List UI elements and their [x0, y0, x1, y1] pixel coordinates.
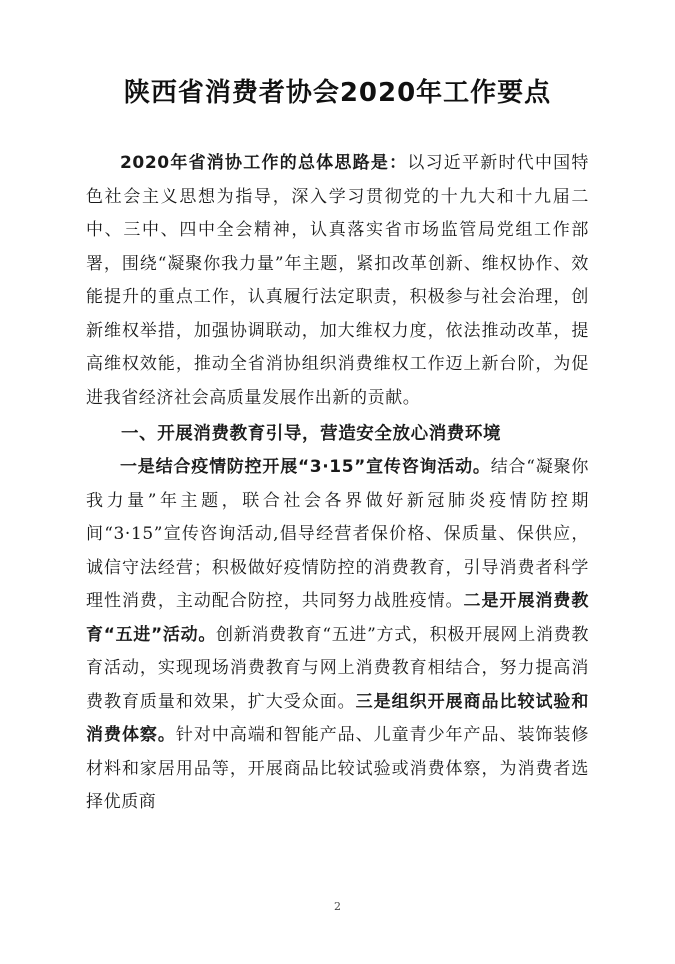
item3-lead: 三是组织开展商品比较试验和消费体察。 [86, 691, 589, 745]
section-paragraph [86, 451, 589, 820]
intro-lead: 2020年省消协工作的总体思路是： [120, 153, 408, 173]
item3-text: 针对中高端和智能产品、儿童青少年产品、装饰装修材料和家居用品等，开展商品比较试验或消费体察，为消费者选择优质商 [86, 725, 589, 812]
intro-body: 以习近平新时代中国特色社会主义思想为指导，深入学习贯彻党的十九大和十九届二中、三中、四中全会精神，认真落实省市场监管局党组工作部署，围绕“凝聚你我力量”年主题，紧扣改革创新、维权协作、效能提升的重点工作，认真履行法定职责，积极参与社会治理，创新维权举措，加强协调联动，加大维权力度，依法推动改革，提高维权效能，推动全省消协组织消费维权工作迈上新台阶，为促进我省经济社会高质量发展作出新的贡献。 [86, 153, 590, 408]
item2-lead: 二是开展消费教育“五进”活动。 [86, 591, 589, 645]
item1-text: 结合“凝聚你我力量”年主题，联合社会各界做好新冠肺炎疫情防控期间“3·15”宣传咨询活动,倡导经营者保价格、保质量、保供应，诚信守法经营；积极做好疫情防控的消费教育，引导消费者科学理性消费，主动配合防控，共同努力战胜疫情。 [86, 457, 589, 611]
item2-text: 创新消费教育“五进”方式，积极开展网上消费教育活动，实现现场消费教育与网上消费教育相结合，努力提高消费教育质量和效果，扩大受众面。 [86, 624, 589, 712]
page-number: 2 [334, 900, 341, 913]
section-heading: 一、开展消费教育引导，营造安全放心消费环境 [121, 424, 502, 444]
intro-paragraph [86, 147, 589, 415]
document-title: 陕西省消费者协会2020年工作要点 [123, 78, 552, 108]
item1-lead: 一是结合疫情防控开展“3·15”宣传咨询活动。 [120, 457, 491, 477]
